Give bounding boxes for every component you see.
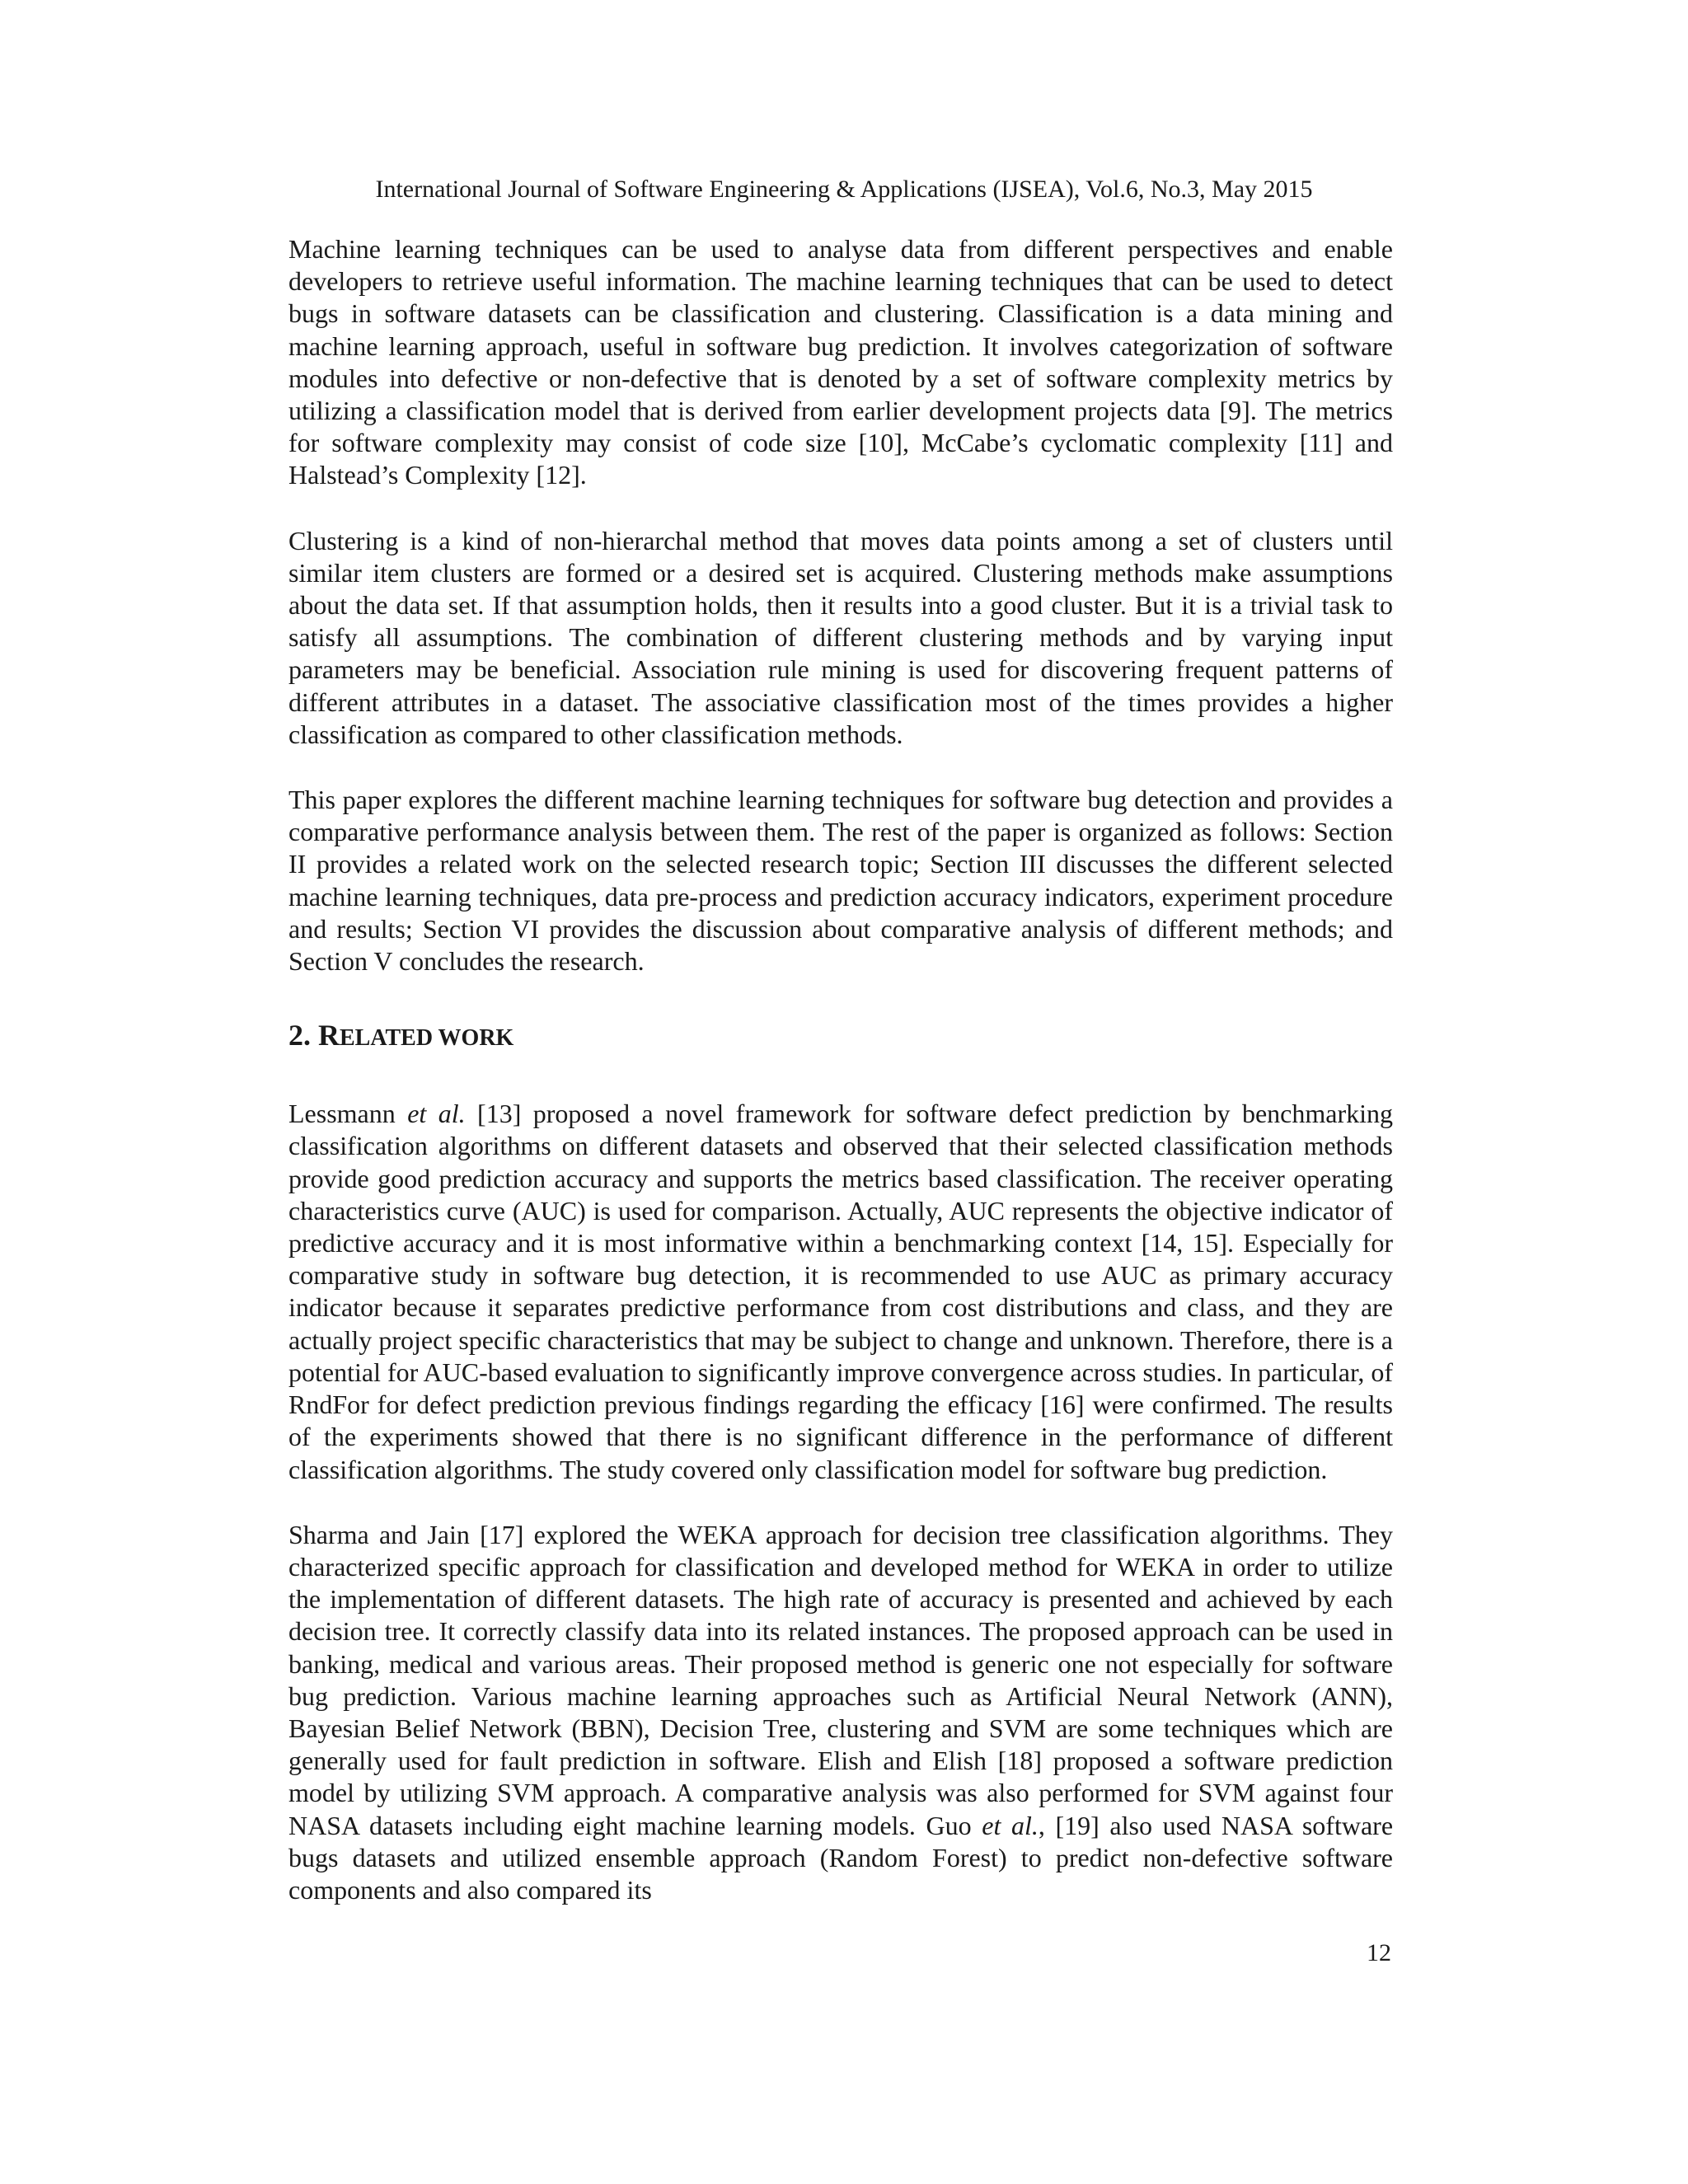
- section-title: ELATED WORK: [340, 1025, 514, 1052]
- paragraph-lessmann: [288, 1098, 1393, 1485]
- section-number: 2. R: [288, 1019, 340, 1052]
- paragraph-clustering: Clustering is a kind of non-hierarchal method that moves data points among a set of clusters until similar item clusters are formed or a desired set is acquired. Clustering methods make assumptions about the data set. If that assumption holds, then it results into a good cluster. But it is a trivial task to satisfy all assumptions. The combination of different clustering methods and by varying input parameters may be beneficial. Association rule mining is used for discovering frequent patterns of different attributes in a dataset. The associative classification most of the times provides a higher classification as compared to other classification methods.: [288, 525, 1393, 749]
- paragraph-sharma-rest: , [19] also used NASA software bugs datasets and utilized ensemble approach (Random Forest) to predict non-defective software components and also compared its: [288, 1810, 1394, 1905]
- paragraph-ml-techniques: Machine learning techniques can be used to analyse data from different perspectives and enable developers to retrieve useful information. The machine learning techniques that can be used to detect bugs in software datasets can be classification and clustering. Classification is a data mining and machine learning approach, useful in software bug prediction. It involves categorization of software modules into defective or non-defective that is denoted by a set of software complexity metrics by utilizing a classification model that is derived from earlier development projects data [9]. The metrics for software complexity may consist of code size [10], McCabe’s cyclomatic complexity [11] and Halstead’s Complexity [12].: [288, 234, 1393, 490]
- paragraph-lessmann-start: Lessmann: [288, 1099, 408, 1129]
- paragraph-sharma-start: Sharma and Jain [17] explored the WEKA approach for decision tree classification algorithms. They characterized specific approach for classification and developed method for WEKA in order to utilize the implementation of different datasets. The high rate of accuracy is presented and achieved by each decision tree. It correctly classify data into its related instances. The proposed approach can be used in banking, medical and various areas. Their proposed method is generic one not especially for software bug prediction. Various machine learning approaches such as Artificial Neural Network (ANN), Bayesian Belief Network (BBN), Decision Tree, clustering and SVM are some techniques which are generally used for fault prediction in software. Elish and Elish [18] proposed a software prediction model by utilizing SVM approach. A comparative analysis was also performed for SVM against four NASA datasets including eight machine learning models. Guo: [288, 1519, 1393, 1840]
- paragraph-lessmann-rest: [13] proposed a novel framework for software defect prediction by benchmarking classification algorithms on different datasets and observed that their selected classification methods provide good prediction accuracy and supports the metrics based classification. The receiver operating characteristics curve (AUC) is used for comparison. Actually, AUC represents the objective indicator of predictive accuracy and it is most informative within a benchmarking context [14, 15]. Especially for comparative study in software bug detection, it is recommended to use AUC as primary accuracy indicator because it separates predictive performance from cost distributions and class, and they are actually project specific characteristics that may be subject to change and unknown. Therefore, there is a potential for AUC-based evaluation to significantly improve convergence across studies. In particular, of RndFor for defect prediction previous findings regarding the efficacy [16] were confirmed. The results of the experiments showed that there is no significant difference in the performance of different classification algorithms. The study covered only classification model for software bug prediction.: [288, 1099, 1394, 1484]
- paragraph-paper-outline: This paper explores the different machine learning techniques for software bug detection and provides a comparative performance analysis between them. The rest of the paper is organized as follows: Section II provides a related work on the selected research topic; Section III discusses the different selected machine learning techniques, data pre-process and prediction accuracy indicators, experiment procedure and results; Section VI provides the discussion about comparative analysis of different methods; and Section V concludes the research.: [288, 785, 1393, 977]
- page-number: 12: [1367, 1939, 1391, 1966]
- page-body: [288, 233, 1393, 1939]
- et-al-italic: et al.: [982, 1810, 1039, 1840]
- paragraph-sharma-jain: [288, 1519, 1393, 1906]
- section-heading-related-work: [288, 1017, 1393, 1057]
- et-al-italic: et al.: [407, 1099, 466, 1129]
- journal-header: International Journal of Software Engineering & Applications (IJSEA), Vol.6, No.3, May 2015: [375, 176, 1313, 203]
